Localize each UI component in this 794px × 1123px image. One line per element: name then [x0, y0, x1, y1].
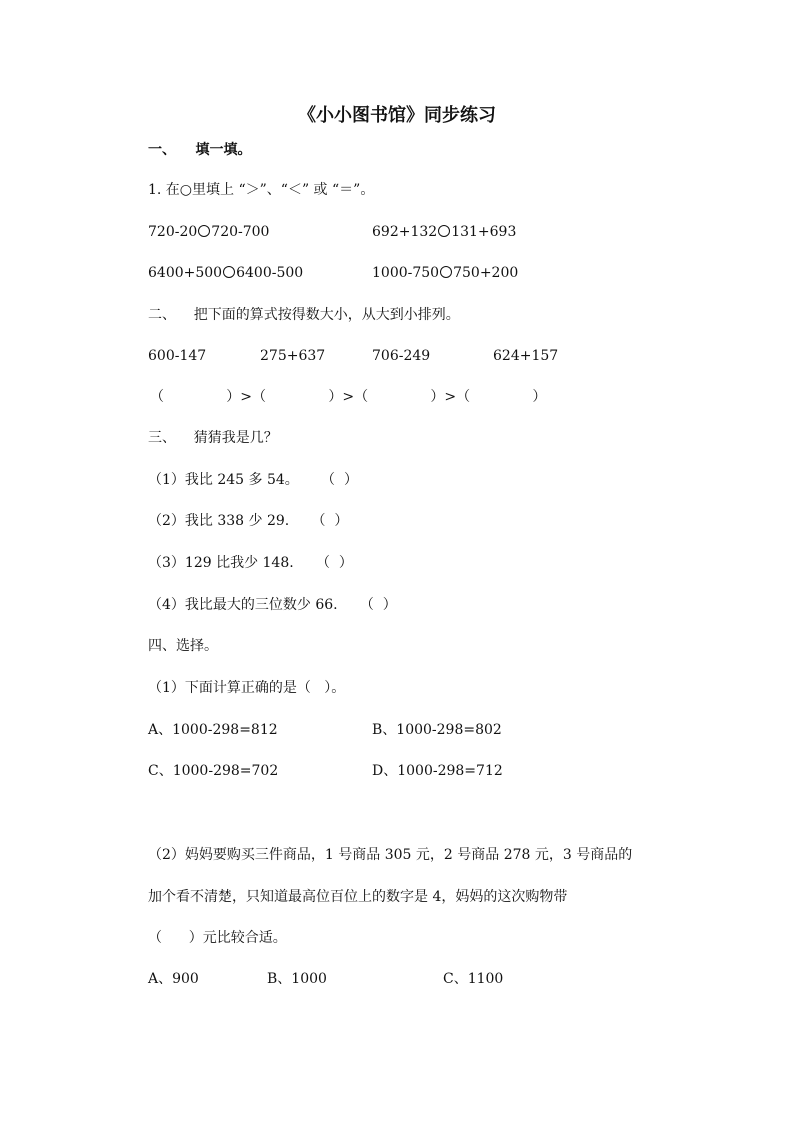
option-b[interactable]: B、1000-298=802 — [372, 722, 502, 738]
compare-left: 692+132 — [372, 224, 438, 240]
guess-item-1: （1）我比 245 多 54。 （ ） — [148, 472, 358, 488]
page-title: 《小小图书馆》同步练习 — [298, 105, 496, 126]
section1-heading: 一、 填一填。 — [148, 142, 252, 158]
compare-left: 6400+500 — [148, 265, 223, 281]
compare-right: 750+200 — [453, 265, 519, 281]
compare-item-3 — [148, 263, 303, 283]
expression-4: 624+157 — [493, 348, 559, 364]
compare-right: 6400-500 — [236, 265, 304, 281]
blank-circle-icon[interactable] — [198, 225, 210, 237]
compare-item-4 — [372, 263, 518, 283]
expression-3: 706-249 — [372, 348, 431, 364]
expression-1: 600-147 — [148, 348, 207, 364]
option-b[interactable]: B、1000 — [267, 971, 327, 987]
question-1-prompt: 1. 在○里填上 “＞”、“＜” 或 “＝”。 — [148, 182, 375, 198]
compare-right: 131+693 — [451, 224, 517, 240]
section4-heading: 四、选择。 — [148, 638, 218, 654]
compare-right: 720-700 — [211, 224, 270, 240]
choice-question-2-line2: 加个看不清楚，只知道最高位百位上的数字是 4，妈妈的这次购物带 — [148, 889, 568, 905]
guess-item-3: （3）129 比我少 148. （ ） — [148, 555, 353, 571]
order-answer-line[interactable]: （ ）>（ ）>（ ）>（ ） — [150, 389, 547, 405]
guess-item-2: （2）我比 338 少 29. （ ） — [148, 513, 349, 529]
choice-question-2-line3: （ ）元比较合适。 — [148, 930, 287, 946]
compare-item-2 — [372, 222, 516, 242]
expression-2: 275+637 — [260, 348, 326, 364]
compare-item-1 — [148, 222, 269, 242]
section2-heading: 二、 把下面的算式按得数大小，从大到小排列。 — [148, 307, 460, 323]
guess-item-4: （4）我比最大的三位数少 66. （ ） — [148, 597, 397, 613]
section3-heading: 三、 猜猜我是几？ — [148, 430, 278, 446]
choice-question-1: （1）下面计算正确的是（ ）。 — [148, 680, 346, 696]
option-c[interactable]: C、1100 — [443, 971, 504, 987]
option-a[interactable]: A、900 — [148, 971, 199, 987]
option-a[interactable]: A、1000-298=812 — [148, 722, 278, 738]
option-d[interactable]: D、1000-298=712 — [372, 763, 503, 779]
choice-question-2-line1: （2）妈妈要购买三件商品，1 号商品 305 元，2 号商品 278 元，3 号商品的 — [148, 847, 633, 863]
blank-circle-icon[interactable] — [438, 225, 450, 237]
compare-left: 1000-750 — [372, 265, 440, 281]
blank-circle-icon[interactable] — [440, 266, 452, 278]
option-c[interactable]: C、1000-298=702 — [148, 763, 279, 779]
blank-circle-icon[interactable] — [223, 266, 235, 278]
compare-left: 720-20 — [148, 224, 198, 240]
